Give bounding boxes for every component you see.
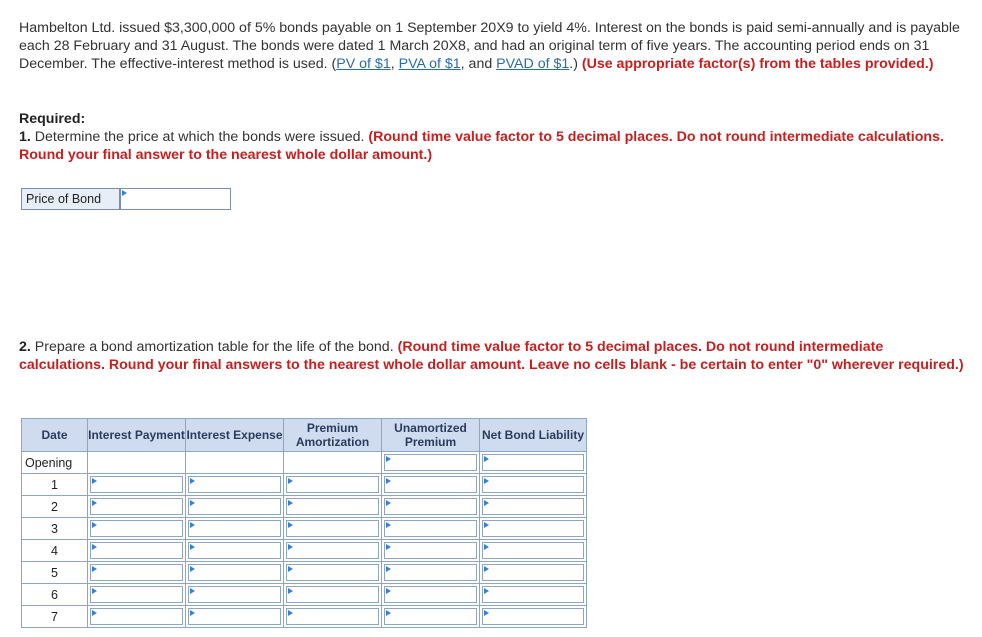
input-flag-icon: [92, 566, 97, 572]
net-bond-liability-input[interactable]: [480, 474, 587, 496]
pvad-table-link[interactable]: PVAD of $1: [496, 56, 570, 72]
input-flag-icon: [190, 500, 195, 506]
header-interest-payment: Interest Payment: [88, 419, 186, 452]
net-bond-liability-input[interactable]: [480, 540, 587, 562]
input-flag-icon: [484, 610, 489, 616]
premium-amortization-input[interactable]: [284, 518, 382, 540]
pv-table-link[interactable]: PV of $1: [336, 56, 391, 72]
unamortized-premium-input[interactable]: [382, 452, 480, 474]
input-flag-icon: [484, 456, 489, 462]
premium-amortization-input[interactable]: [284, 496, 382, 518]
row-date-label: 2: [22, 496, 88, 518]
interest-expense-input[interactable]: [186, 540, 284, 562]
input-box[interactable]: [188, 498, 281, 515]
net-bond-liability-input[interactable]: [480, 452, 587, 474]
input-box[interactable]: [482, 542, 584, 559]
input-flag-icon: [92, 610, 97, 616]
input-flag-icon: [386, 610, 391, 616]
input-flag-icon: [288, 522, 293, 528]
input-flag-icon: [386, 588, 391, 594]
input-box[interactable]: [384, 586, 477, 603]
input-box[interactable]: [482, 454, 584, 471]
table-row: [22, 584, 587, 606]
input-box[interactable]: [286, 564, 379, 581]
input-flag-icon: [190, 478, 195, 484]
input-flag-icon: [386, 456, 391, 462]
input-box[interactable]: [384, 608, 477, 625]
input-box[interactable]: [188, 608, 281, 625]
header-unamortized-premium: Unamortized Premium: [382, 419, 480, 452]
input-box[interactable]: [384, 520, 477, 537]
header-net-bond-liability: Net Bond Liability: [480, 419, 587, 452]
input-flag-icon: [288, 588, 293, 594]
input-flag-icon: [484, 478, 489, 484]
header-premium-amortization: Premium Amortization: [284, 419, 382, 452]
input-box[interactable]: [482, 520, 584, 537]
table-row: [22, 562, 587, 584]
row-date-label: 5: [22, 562, 88, 584]
input-box[interactable]: [482, 564, 584, 581]
table-row: [22, 496, 587, 518]
input-flag-icon: [92, 588, 97, 594]
input-box[interactable]: [90, 564, 183, 581]
input-box[interactable]: [188, 564, 281, 581]
unamortized-premium-input[interactable]: [382, 584, 480, 606]
input-flag-icon: [190, 588, 195, 594]
input-flag-icon: [288, 566, 293, 572]
input-flag-icon: [484, 544, 489, 550]
input-flag-icon: [92, 544, 97, 550]
input-flag-icon: [122, 190, 127, 196]
problem-statement: Hambelton Ltd. issued $3,300,000 of 5% bonds payable on 1 September 20X9 to yield 4%. Interest on the bonds is paid semi-annually and is payable each 28 February and 31 August. The bonds were dated 1 March 20X8, and had an original term of five years. The accounting period ends on 31 December. The effective-interest method is used. (PV of $1, PVA of $1, and PVAD of $1.) (Use appropriate factor(s) from the tables provided.): [19, 20, 960, 72]
interest-expense-input[interactable]: [186, 562, 284, 584]
input-box[interactable]: [90, 542, 183, 559]
input-flag-icon: [386, 500, 391, 506]
price-of-bond-label: Price of Bond: [21, 188, 120, 210]
premium-amortization-input[interactable]: [284, 584, 382, 606]
row-date-label: Opening: [22, 452, 88, 474]
input-box[interactable]: [384, 476, 477, 493]
input-box[interactable]: [90, 586, 183, 603]
interest-payment-input[interactable]: [88, 518, 186, 540]
interest-payment-input[interactable]: [88, 474, 186, 496]
row-date-label: 7: [22, 606, 88, 628]
table-row: [22, 452, 587, 474]
interest-expense-input[interactable]: [186, 474, 284, 496]
input-flag-icon: [190, 566, 195, 572]
table-row: [22, 518, 587, 540]
interest-payment-input[interactable]: [88, 562, 186, 584]
input-box[interactable]: [384, 564, 477, 581]
net-bond-liability-input[interactable]: [480, 584, 587, 606]
unamortized-premium-input[interactable]: [382, 540, 480, 562]
input-flag-icon: [484, 500, 489, 506]
input-box[interactable]: [90, 608, 183, 625]
input-box[interactable]: [384, 542, 477, 559]
interest-expense-input[interactable]: [186, 496, 284, 518]
header-interest-expense: Interest Expense: [186, 419, 284, 452]
interest-expense-input[interactable]: [186, 518, 284, 540]
input-flag-icon: [288, 610, 293, 616]
interest-payment-input[interactable]: [88, 584, 186, 606]
input-box[interactable]: [286, 608, 379, 625]
row-date-label: 1: [22, 474, 88, 496]
input-box[interactable]: [286, 542, 379, 559]
table-row: [22, 540, 587, 562]
amortization-table: [21, 418, 587, 628]
input-box[interactable]: [90, 498, 183, 515]
input-flag-icon: [386, 478, 391, 484]
input-box[interactable]: [482, 476, 584, 493]
unamortized-premium-input[interactable]: [382, 562, 480, 584]
blank-cell: [284, 452, 382, 474]
row-date-label: 6: [22, 584, 88, 606]
input-box[interactable]: [188, 520, 281, 537]
blank-cell: [186, 452, 284, 474]
net-bond-liability-input[interactable]: [480, 518, 587, 540]
required-heading: Required:: [19, 111, 86, 127]
interest-expense-input[interactable]: [186, 606, 284, 628]
table-header-row: [22, 419, 587, 452]
header-date: Date: [22, 419, 88, 452]
unamortized-premium-input[interactable]: [382, 606, 480, 628]
blank-cell: [88, 452, 186, 474]
premium-amortization-input[interactable]: [284, 562, 382, 584]
net-bond-liability-input[interactable]: [480, 606, 587, 628]
factor-instruction: (Use appropriate factor(s) from the tables provided.): [581, 56, 934, 72]
input-box[interactable]: [188, 586, 281, 603]
input-box[interactable]: [482, 608, 584, 625]
question-1: 1. Determine the price at which the bonds were issued. (Round time value factor to 5 decimal places. Do not round intermediate calculations. Round your final answer to the nearest whole dollar amount.): [19, 129, 944, 163]
input-flag-icon: [288, 500, 293, 506]
input-box[interactable]: [286, 586, 379, 603]
input-flag-icon: [190, 522, 195, 528]
interest-payment-input[interactable]: [88, 496, 186, 518]
unamortized-premium-input[interactable]: [382, 518, 480, 540]
input-flag-icon: [92, 500, 97, 506]
input-box[interactable]: [482, 586, 584, 603]
unamortized-premium-input[interactable]: [382, 496, 480, 518]
q2-instruction: (Round time value factor to 5 decimal places. Do not round intermediate calculations. Round your final answers to the nearest whole dollar amount. Leave no cells blank - be certain to enter "0" wherever required.): [19, 339, 964, 373]
interest-payment-input[interactable]: [88, 606, 186, 628]
net-bond-liability-input[interactable]: [480, 496, 587, 518]
row-date-label: 4: [22, 540, 88, 562]
input-flag-icon: [190, 610, 195, 616]
input-flag-icon: [288, 478, 293, 484]
price-of-bond-input[interactable]: [120, 188, 231, 210]
input-flag-icon: [190, 544, 195, 550]
q1-instruction: (Round time value factor to 5 decimal places. Do not round intermediate calculations. Round your final answer to the nearest whole dollar amount.): [19, 129, 944, 163]
input-flag-icon: [386, 566, 391, 572]
unamortized-premium-input[interactable]: [382, 474, 480, 496]
input-box[interactable]: [482, 498, 584, 515]
input-box[interactable]: [286, 476, 379, 493]
input-box[interactable]: [90, 520, 183, 537]
input-flag-icon: [288, 544, 293, 550]
interest-payment-input[interactable]: [88, 540, 186, 562]
input-box[interactable]: [188, 476, 281, 493]
row-date-label: 3: [22, 518, 88, 540]
input-box[interactable]: [384, 454, 477, 471]
input-box[interactable]: [188, 542, 281, 559]
input-box[interactable]: [384, 498, 477, 515]
pva-table-link[interactable]: PVA of $1: [398, 56, 461, 72]
premium-amortization-input[interactable]: [284, 474, 382, 496]
input-box[interactable]: [286, 520, 379, 537]
net-bond-liability-input[interactable]: [480, 562, 587, 584]
input-flag-icon: [386, 522, 391, 528]
input-box[interactable]: [286, 498, 379, 515]
input-box[interactable]: [90, 476, 183, 493]
input-flag-icon: [484, 588, 489, 594]
input-flag-icon: [484, 522, 489, 528]
input-flag-icon: [386, 544, 391, 550]
input-flag-icon: [92, 478, 97, 484]
question-2: 2. Prepare a bond amortization table for the life of the bond. (Round time value factor to 5 decimal places. Do not round intermediate calculations. Round your final answers to the nearest whole dollar amount. Leave no cells blank - be certain to enter "0" wherever required.): [19, 339, 964, 373]
premium-amortization-input[interactable]: [284, 540, 382, 562]
premium-amortization-input[interactable]: [284, 606, 382, 628]
interest-expense-input[interactable]: [186, 584, 284, 606]
input-flag-icon: [92, 522, 97, 528]
input-flag-icon: [484, 566, 489, 572]
table-row: [22, 606, 587, 628]
table-row: [22, 474, 587, 496]
